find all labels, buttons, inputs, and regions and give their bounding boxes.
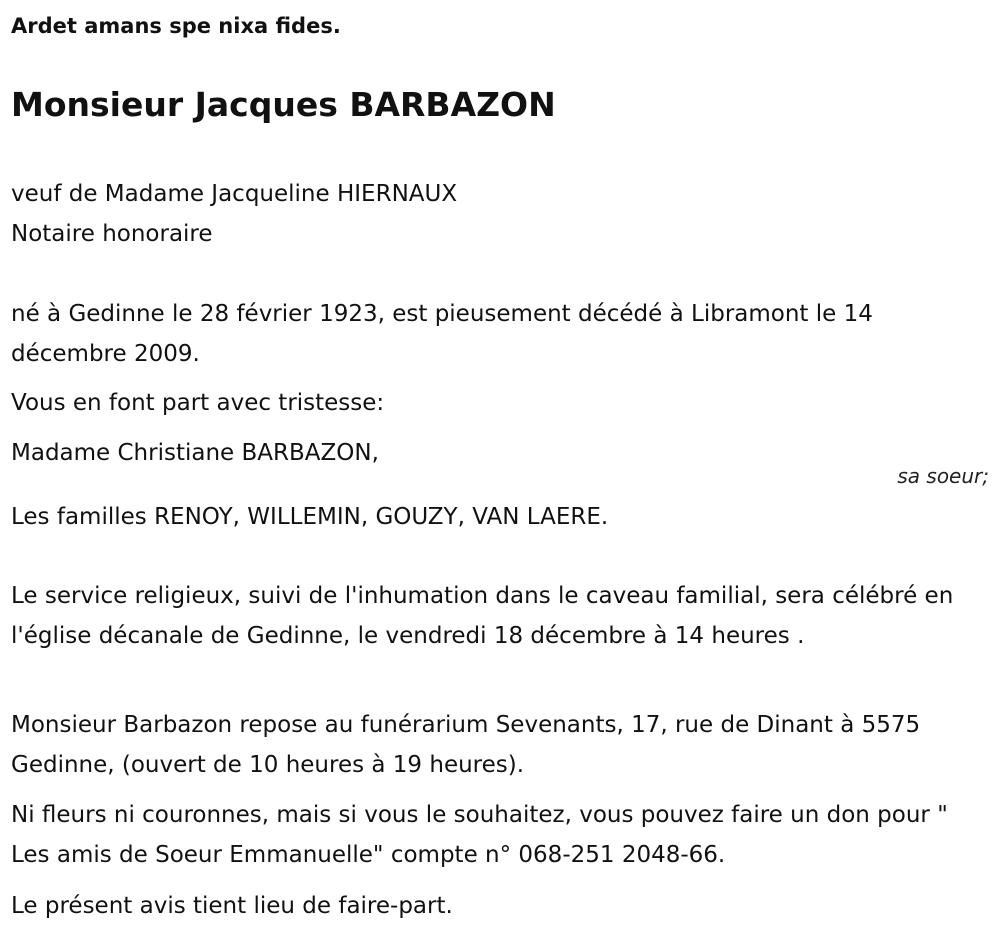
sister-name: Madame Christiane BARBAZON, bbox=[11, 440, 379, 466]
families-line: Les familles RENOY, WILLEMIN, GOUZY, VAN LAERE. bbox=[11, 504, 609, 530]
closing-line: Le présent avis tient lieu de faire-part. bbox=[11, 893, 453, 919]
profession-line: Notaire honoraire bbox=[11, 221, 213, 247]
sister-relation: sa soeur; bbox=[897, 464, 989, 488]
widower-line: veuf de Madame Jacqueline HIERNAUX bbox=[11, 181, 458, 207]
donation-paragraph: Ni fleurs ni couronnes, mais si vous le souhaitez, vous pouvez faire un don pour " Les amis de Soeur Emmanuelle" compte n° 068-251 2048-66. bbox=[11, 802, 948, 868]
deceased-name: Monsieur Jacques BARBAZON bbox=[11, 85, 556, 124]
funerarium-paragraph: Monsieur Barbazon repose au funérarium Sevenants, 17, rue de Dinant à 5575 Gedinne, (ouvert de 10 heures à 19 heures). bbox=[11, 712, 921, 778]
birth-death-paragraph: né à Gedinne le 28 février 1923, est pieusement décédé à Libramont le 14 décembre 2009. bbox=[11, 301, 873, 367]
announcement-intro: Vous en font part avec tristesse: bbox=[11, 390, 385, 416]
motto: Ardet amans spe nixa fides. bbox=[11, 14, 341, 38]
service-paragraph: Le service religieux, suivi de l'inhumation dans le caveau familial, sera célébré en l'église décanale de Gedinne, le vendredi 18 décembre à 14 heures . bbox=[11, 583, 954, 649]
